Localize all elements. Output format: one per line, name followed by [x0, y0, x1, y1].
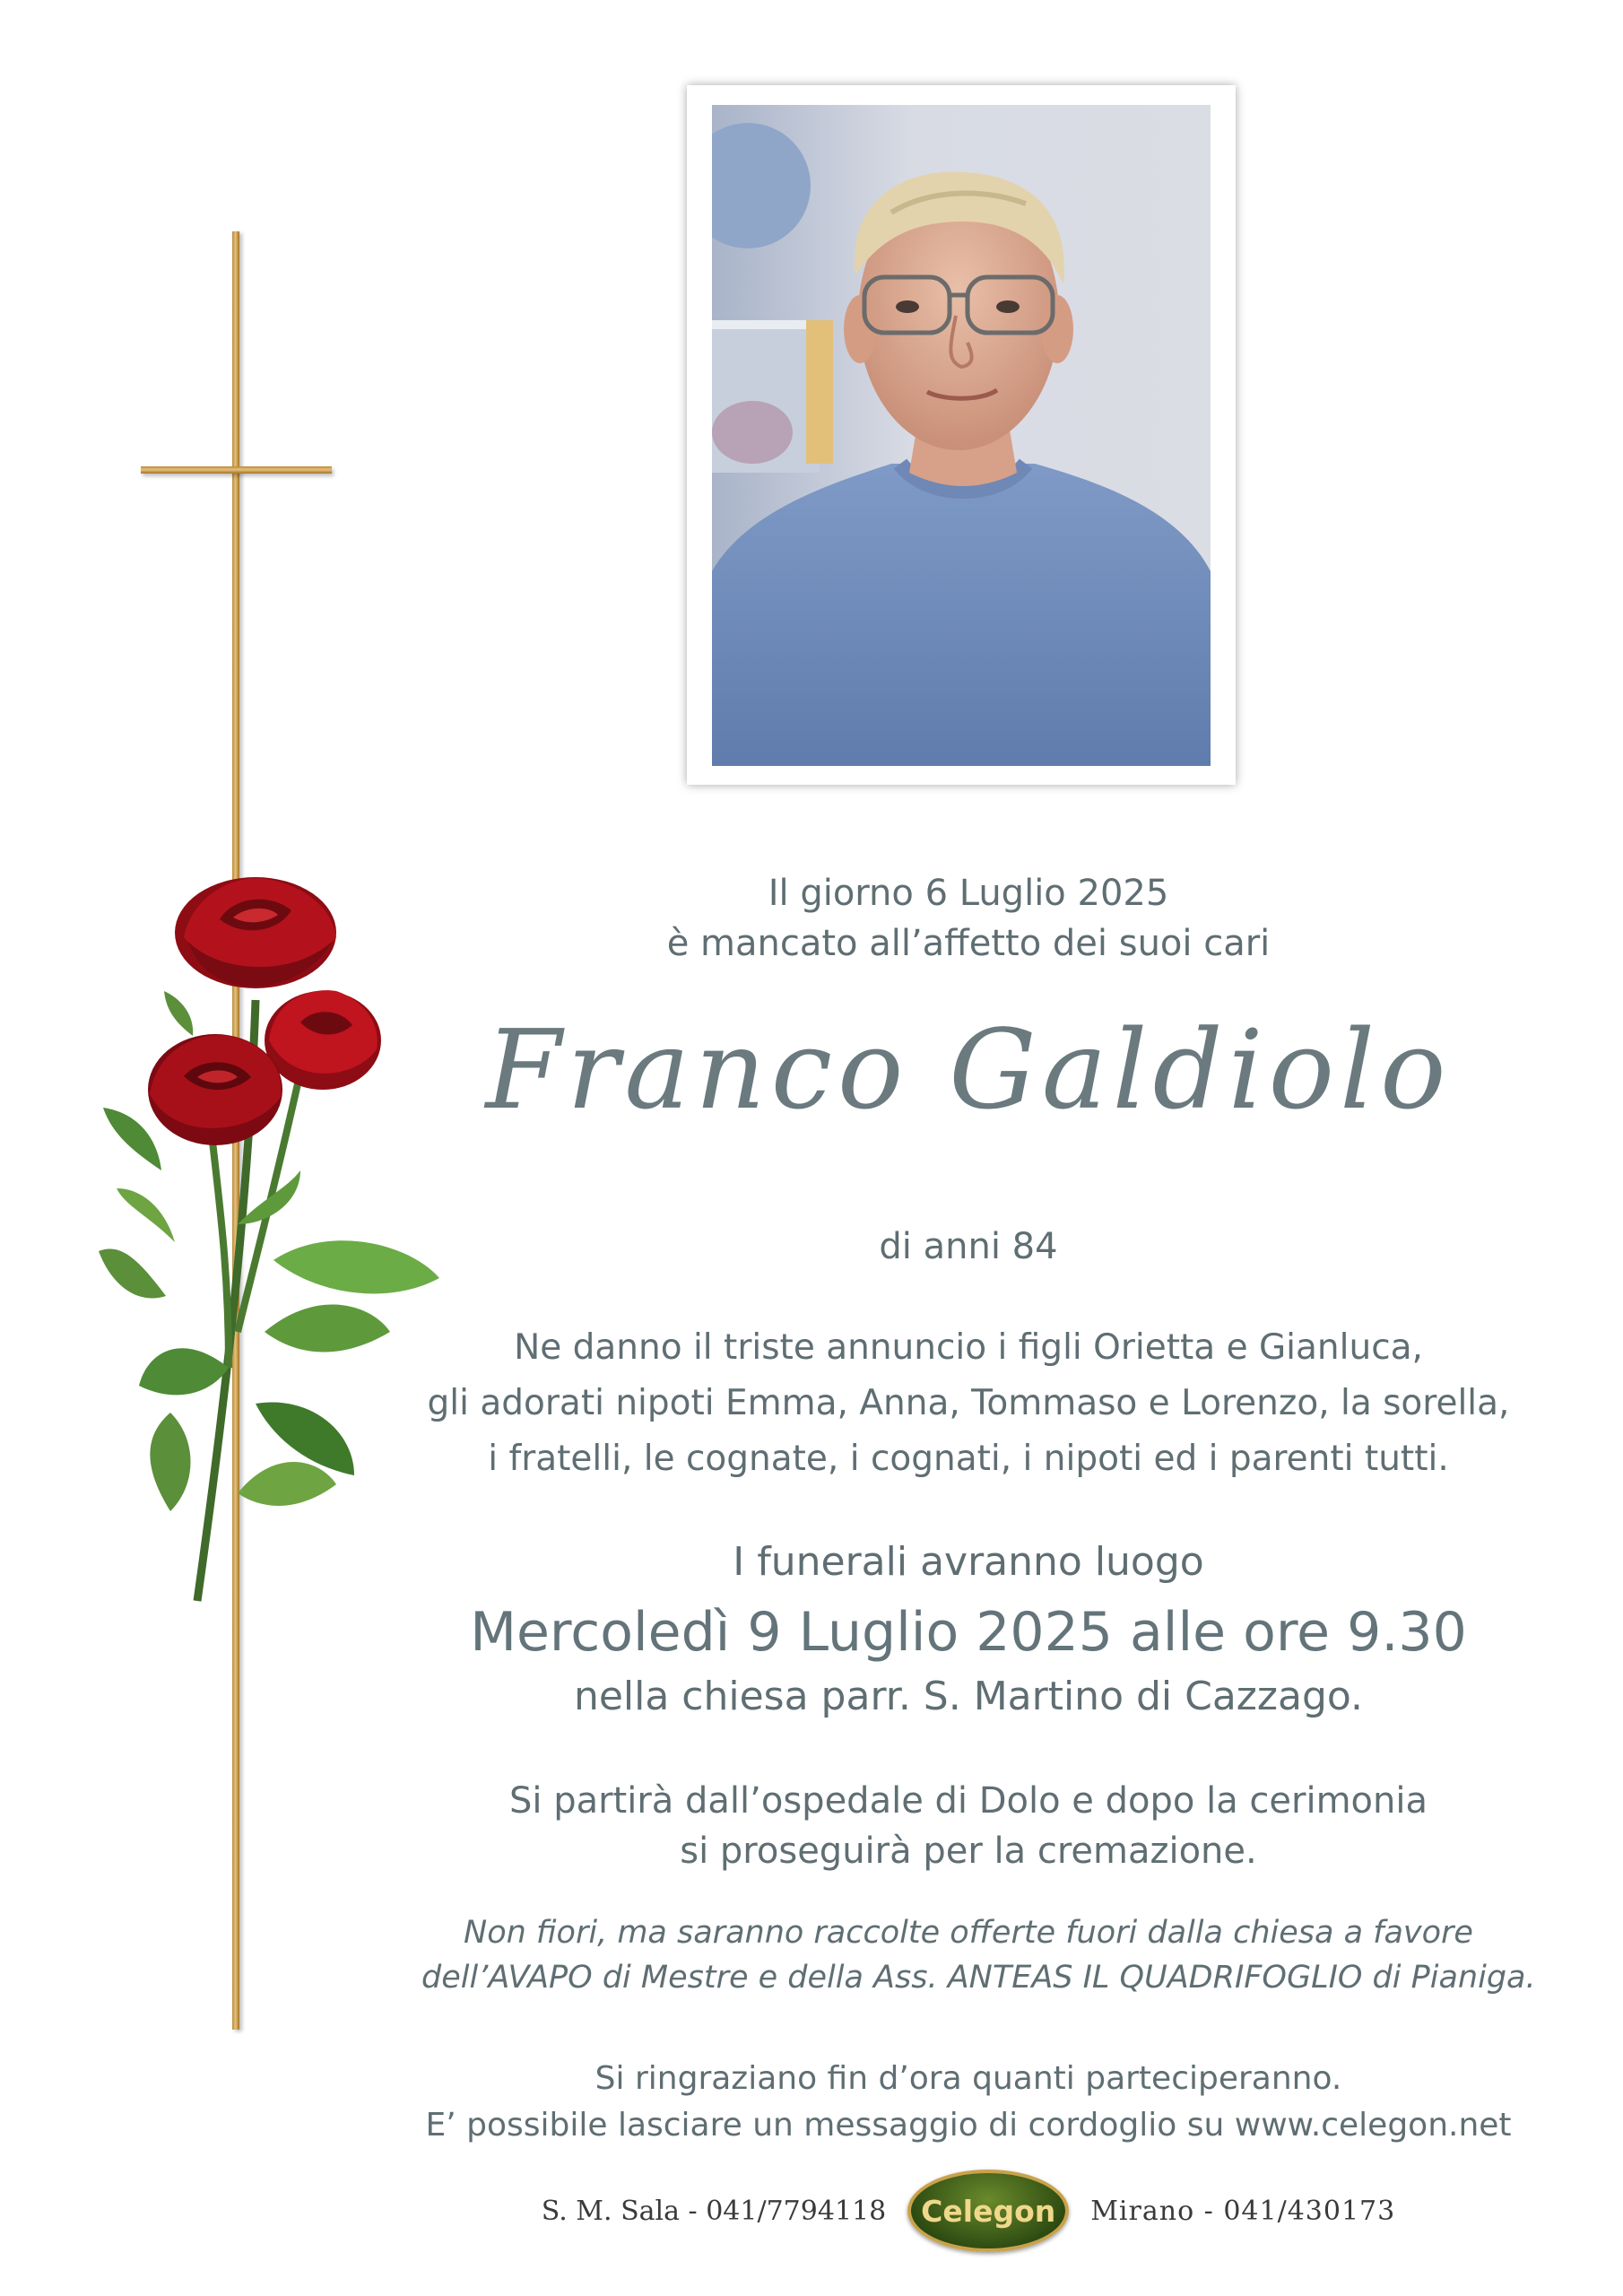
- announcement-line: Ne danno il triste annuncio i figli Orietta e Gianluca,: [514, 1327, 1423, 1368]
- donations-note: [421, 1910, 1536, 2000]
- announcement-line: i fratelli, le cognate, i cognati, i nipoti ed i parenti tutti.: [488, 1439, 1449, 1479]
- thanks-line: Si ringraziano fin d’ora quanti parteciperanno.: [595, 2060, 1342, 2097]
- deceased-name: Franco Galdiolo: [485, 1006, 1452, 1134]
- intro-text: [421, 868, 1515, 969]
- celegon-logo: [907, 2170, 1069, 2252]
- funeral-intro: I funerali avranno luogo: [733, 1539, 1204, 1585]
- funeral-place: nella chiesa parr. S. Martino di Cazzago.: [573, 1674, 1364, 1719]
- family-announcement: [421, 1320, 1515, 1487]
- procession-line: si proseguirà per la cremazione.: [680, 1831, 1257, 1872]
- procession-line: Si partirà dall’ospedale di Dolo e dopo la cerimonia: [508, 1780, 1428, 1822]
- footer-contact-left: S. M. Sala - 041/7794118: [541, 2195, 887, 2227]
- logo-text: Celegon: [921, 2193, 1056, 2229]
- passed-away-line: è mancato all’affetto dei suoi cari: [666, 923, 1271, 964]
- age-text: di anni 84: [879, 1226, 1058, 1267]
- footer: [421, 2170, 1515, 2251]
- announcement-line: gli adorati nipoti Emma, Anna, Tommaso e Lorenzo, la sorella,: [427, 1383, 1510, 1423]
- funeral-date: Mercoledì 9 Luglio 2025 alle ore 9.30: [470, 1601, 1467, 1664]
- red-roses-icon: [85, 865, 453, 1619]
- portrait-photo: [712, 105, 1211, 766]
- portrait-photo-frame: [687, 85, 1236, 785]
- donations-line: dell’AVAPO di Mestre e della Ass. ANTEAS IL QUADRIFOGLIO di Pianiga.: [421, 1960, 1536, 1996]
- death-date-line: Il giorno 6 Luglio 2025: [768, 873, 1169, 914]
- procession-info: [421, 1776, 1515, 1876]
- condolence-website-line: E’ possibile lasciare un messaggio di cordoglio su www.celegon.net: [425, 2107, 1512, 2144]
- footer-contact-right: Mirano - 041/430173: [1090, 2195, 1396, 2227]
- donations-line: Non fiori, ma saranno raccolte offerte fuori dalla chiesa a favore: [464, 1915, 1473, 1951]
- thanks-note: [421, 2056, 1515, 2149]
- gold-cross-arm: [141, 466, 332, 474]
